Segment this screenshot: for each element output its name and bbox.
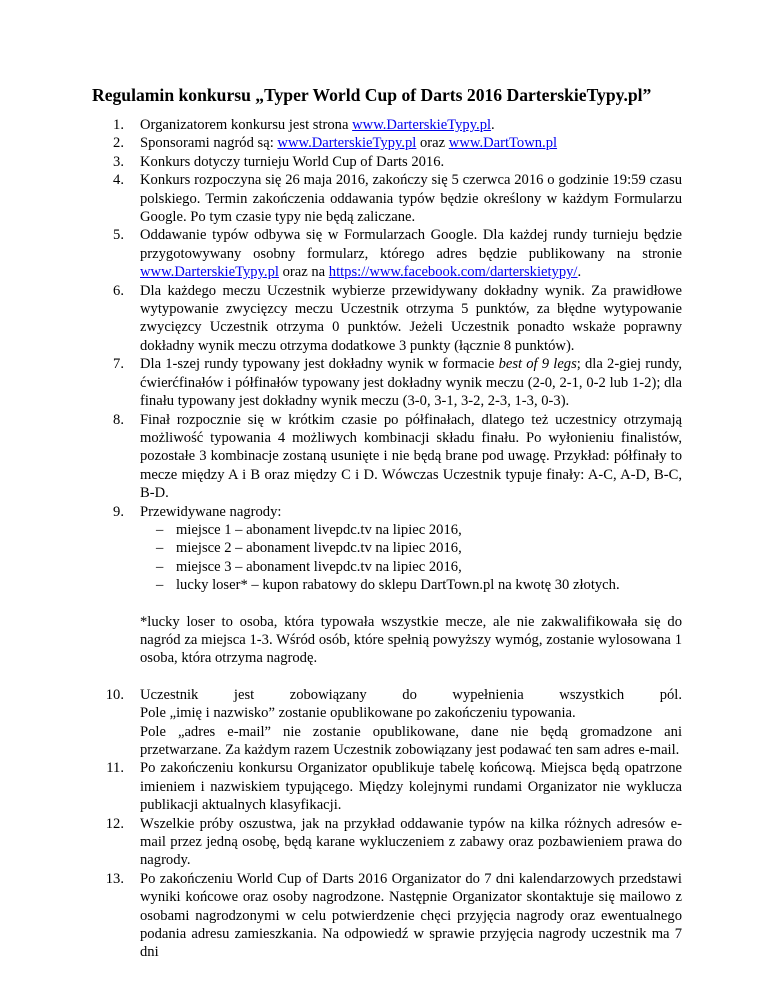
rule-item (94, 282, 682, 356)
word: do (402, 686, 417, 703)
rule-item (94, 171, 682, 226)
dash-bullet: – (156, 558, 164, 575)
rule-item (94, 411, 682, 503)
rule-text: Organizatorem konkursu jest strona (140, 117, 353, 133)
rule-item (94, 870, 682, 962)
rule-number: 3. (113, 153, 124, 170)
rule-text: . (491, 117, 495, 133)
rule-text: Konkurs dotyczy turnieju World Cup of Darts 2016. (140, 153, 445, 170)
rule-number: 4. (113, 172, 124, 189)
rule-text: oraz na (278, 264, 329, 281)
word: jest (233, 686, 255, 703)
rule-item (94, 503, 682, 521)
rule-item (94, 759, 682, 814)
lucky-loser-footnote: *lucky loser to osoba, która typowała wszystkie mecze, ale nie zakwalifikowała się do nagród za miejsca 1-3. Wśród osób, które spełnią powyższy wymóg, zostanie wylosowana 1 osoba, która otrzyma nagrodę. (140, 613, 682, 667)
rules-list (94, 116, 682, 962)
rule-text: Dla 1-szej rundy typowany jest dokładny wynik w formacie (140, 356, 499, 373)
rule-text: Wszelkie próby oszustwa, jak na przykład oddawanie typów na kilka różnych adresów e-mail przez jedną osobę, będą karane wykluczeniem z zabawy oraz pozbawieniem prawa do nagrody. (140, 815, 682, 869)
darttown-link[interactable]: www.DartTown.pl (448, 135, 558, 152)
word: pól. (659, 686, 682, 703)
rule-number: 11. (106, 760, 124, 777)
rule-number: 10. (105, 686, 124, 703)
prizes-list (94, 521, 682, 595)
rule-number: 2. (113, 135, 124, 152)
prize-item (156, 521, 682, 539)
word: Uczestnik (140, 686, 199, 703)
rule-number: 1. (113, 117, 124, 133)
rule-text: ; dla 2-giej rundy, ćwierćfinałów i półfinałów typowany jest dokładny wynik meczu (2-0, 2-1, 0-2 lub 1-2); dla finału typowany jest dokładny wynik meczu (3-0, 3-1, 3-2, 2-3, 1-3, 0-3). (140, 356, 682, 410)
darterskietypy-link[interactable]: www.DarterskieTypy.pl (140, 264, 279, 281)
rule-item (94, 134, 682, 152)
rule-number: 9. (113, 503, 124, 520)
rule-text-italic: best of 9 legs (498, 356, 577, 373)
prize-item (156, 558, 682, 576)
rule-text: oraz (416, 135, 449, 152)
rule-item (94, 226, 682, 281)
prize-text: miejsce 2 – abonament livepdc.tv na lipiec 2016, (176, 540, 462, 557)
rule-number: 8. (113, 411, 124, 428)
dash-bullet: – (156, 577, 164, 594)
rule-item (94, 355, 682, 410)
rule-item (94, 153, 682, 171)
rule-item (94, 815, 682, 870)
rule-text: . (577, 264, 582, 281)
rule-text: Pole „imię i nazwisko” zostanie opublikowane po zakończeniu typowania. Pole „adres e-mail” nie zostanie opublikowane, dane nie będą gromadzone ani przetwarzane. Za każdym razem Uczestnik zobowiązany jest podawać ten sam adres e-mail. (140, 705, 682, 758)
dash-bullet: – (156, 540, 164, 557)
rule-text: Konkurs rozpoczyna się 26 maja 2016, zakończy się 5 czerwca 2016 o godzinie 19:59 czasu polskiego. Termin zakończenia oddawania typów będzie określony w każdym Formularzu Google. Po tym czasie typy nie będą zaliczane. (140, 172, 682, 226)
rule-number: 13. (105, 870, 124, 887)
rule-item (94, 116, 682, 134)
rule-number: 12. (105, 815, 124, 832)
rule-text: Oddawanie typów odbywa się w Formularzach Google. Dla każdej rundy turnieju będzie przygotowywany osobny formularz, którego adres będzie publikowany na stronie (140, 227, 682, 262)
prize-text: miejsce 1 – abonament livepdc.tv na lipiec 2016, (176, 521, 462, 538)
rule-text: Dla każdego meczu Uczestnik wybierze przewidywany dokładny wynik. Za prawidłowe wytypowanie zwycięzcy meczu Uczestnik otrzyma 5 punktów, za błędne wytypowanie zwycięzcy Uczestnik otrzyma 0 punktów. Jeżeli Uczestnik ponadto wskaże poprawny dokładny wynik meczu otrzyma dodatkowe 3 punkty (łącznie 8 punktów). (140, 282, 682, 354)
darterskietypy-link[interactable]: www.DarterskieTypy.pl (277, 135, 417, 152)
prize-text: miejsce 3 – abonament livepdc.tv na lipiec 2016, (176, 558, 462, 575)
rule-text: Po zakończeniu World Cup of Darts 2016 Organizator do 7 dni kalendarzowych przedstawi wyniki końcowe oraz osoby nagrodzone. Następnie Organizator skontaktuje się mailowo z osobami nagrodzonymi w celu potwierdzenie chęci przyjęcia nagrody oraz ewentualnego podania adresu zamieszkania. Na odpowiedź w sprawie przyjęcia nagrody uczestnik ma 7 dni (140, 870, 682, 961)
rule-item (94, 686, 682, 760)
rule-number: 5. (113, 227, 124, 244)
prize-text: lucky loser* – kupon rabatowy do sklepu DartTown.pl na kwotę 30 złotych. (176, 577, 620, 594)
rule-text: Sponsorami nagród są: (140, 135, 278, 152)
word: wypełnienia (452, 686, 524, 703)
rule-text: Finał rozpocznie się w krótkim czasie po półfinałach, dlatego też uczestnicy otrzymają możliwość typowania 4 możliwych kombinacji składu finału. Po wyłonieniu finalistów, pozostałe 3 kombinacje zostaną usunięte i nie będą brane pod uwagę. Przykład: półfinały to mecze między A i B oraz między C i D. Wówczas Uczestnik typuje finały: A-C, A-D, B-C, B-D. (140, 411, 682, 502)
facebook-link[interactable]: https://www.facebook.com/darterskietypy/ (328, 264, 578, 281)
word: wszystkich (559, 686, 625, 703)
rule-first-line (140, 686, 682, 704)
dash-bullet: – (156, 521, 164, 538)
document-title: Regulamin konkursu „Typer World Cup of Darts 2016 DarterskieTypy.pl” (92, 85, 652, 105)
rule-number: 7. (113, 356, 124, 373)
rule-text: Po zakończeniu konkursu Organizator opublikuje tabelę końcową. Miejsca będą opatrzone imieniem i nazwiskiem typującego. Między kolejnymi rundami Organizator nie wyklucza publikacji aktualnych klasyfikacji. (140, 760, 682, 814)
prize-item (156, 576, 682, 594)
word: zobowiązany (289, 686, 367, 703)
rule-text: Przewidywane nagrody: (140, 503, 282, 520)
darterskietypy-link[interactable]: www.DarterskieTypy.pl (352, 117, 492, 133)
prize-item (156, 539, 682, 557)
rule-number: 6. (113, 282, 124, 299)
